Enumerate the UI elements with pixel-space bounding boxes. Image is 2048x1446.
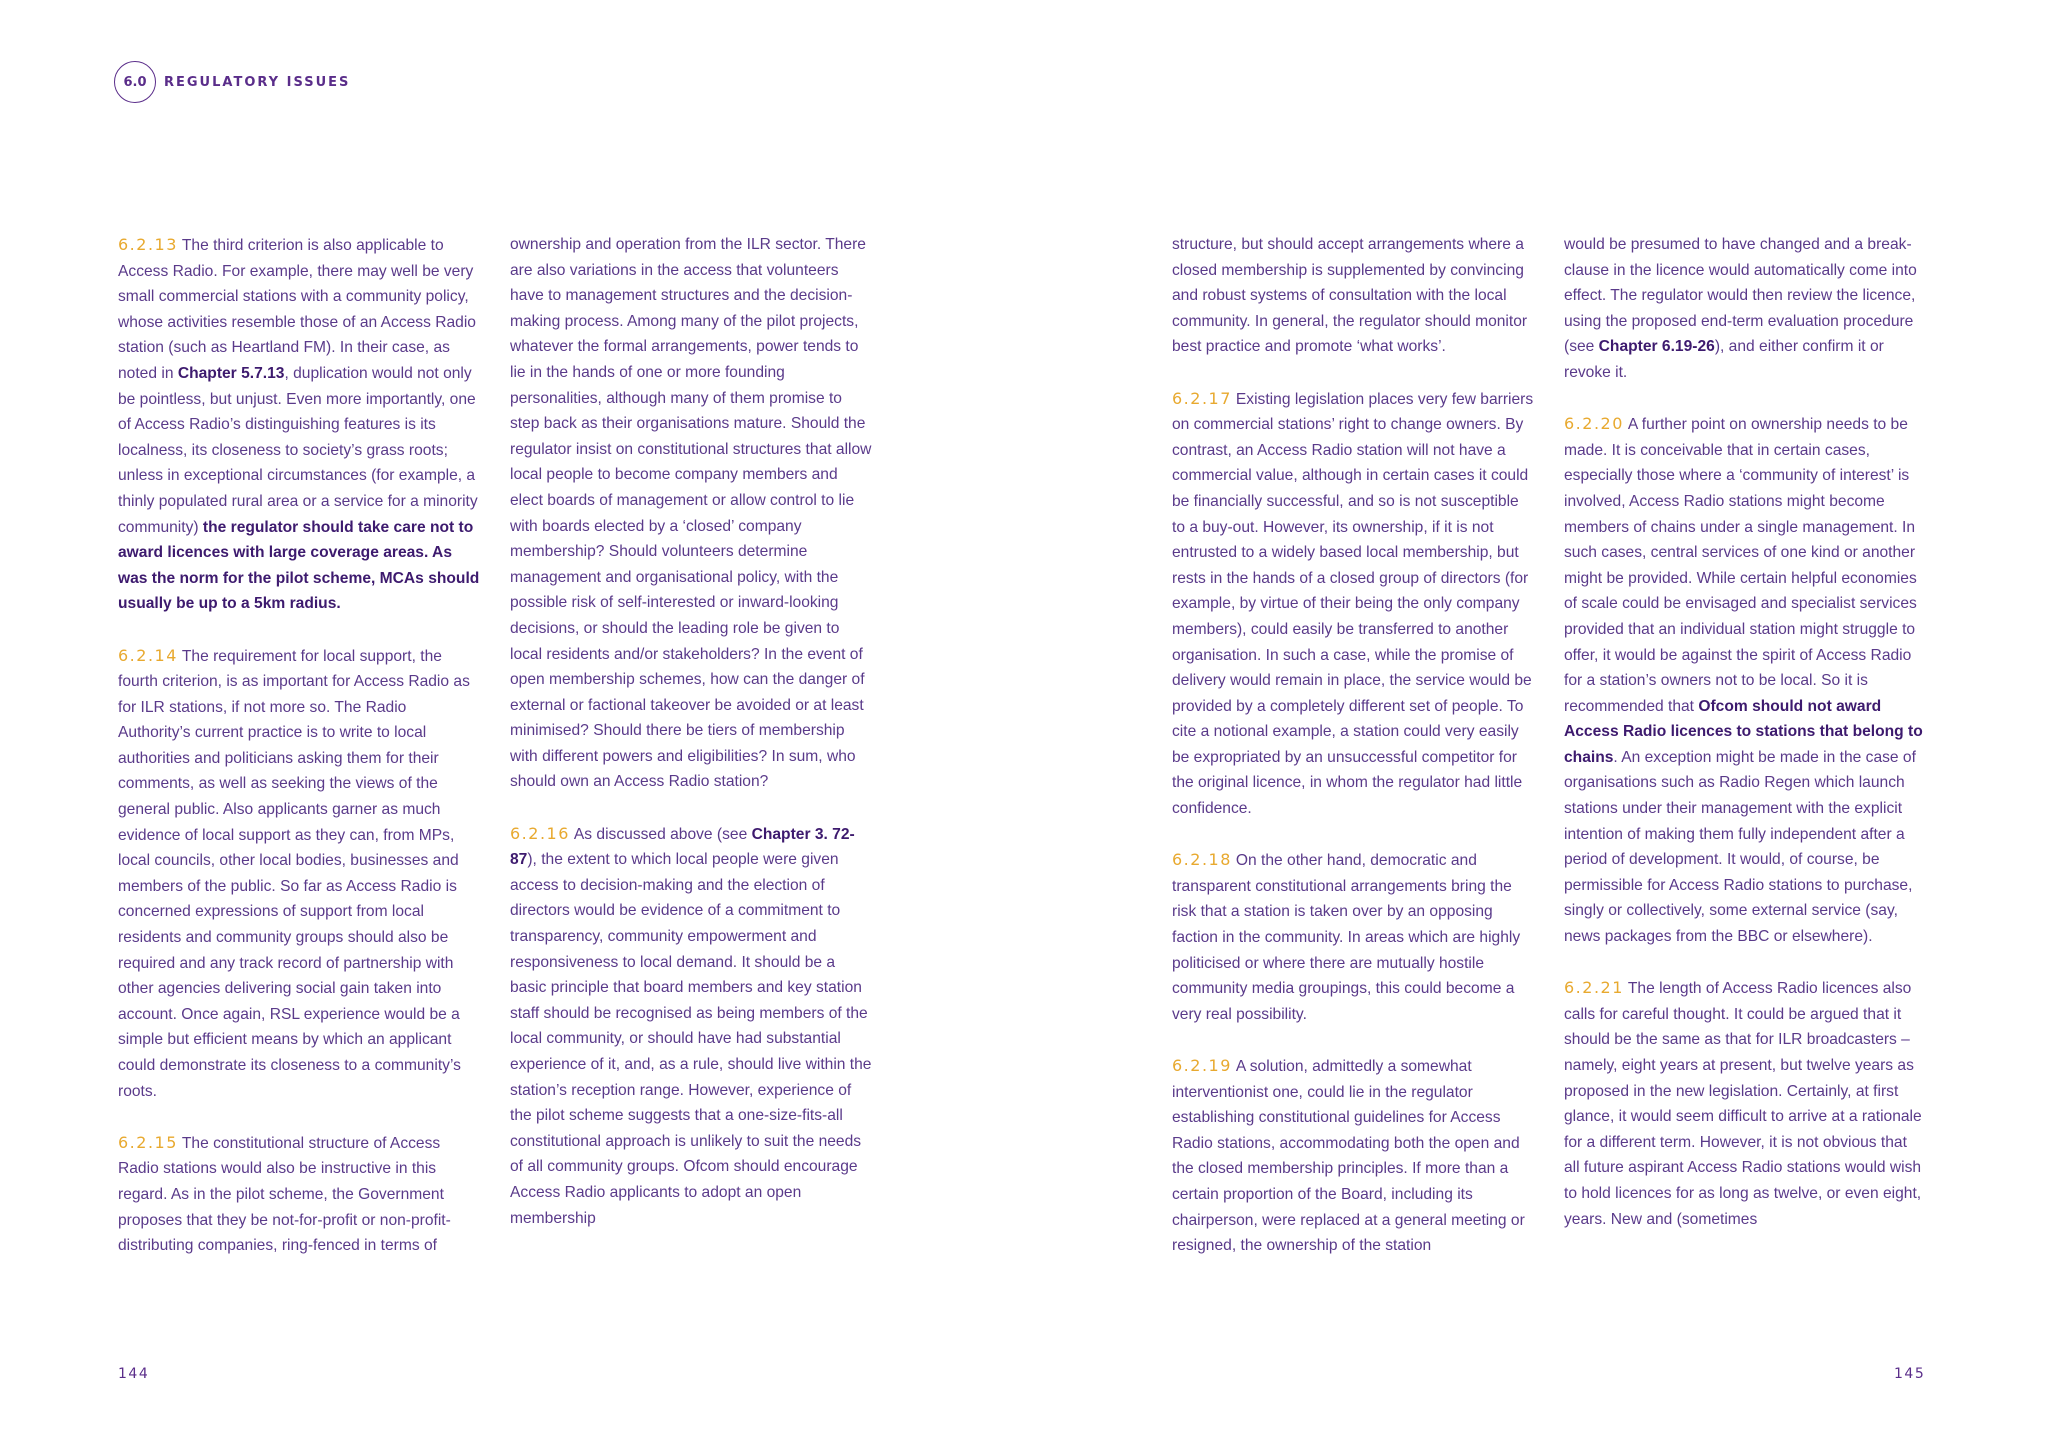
paragraph-text: structure, but should accept arrangements where a closed membership is supplemented by convincing and robust systems of consultation with the local community. In general, the regulator should monitor best practice and promote ‘what works’. [1172,236,1528,356]
paragraph-number: 6.2.20 [1564,414,1624,434]
section-number-badge: 6.0 [114,61,156,103]
paragraph-number: 6.2.18 [1172,850,1232,870]
paragraph-6-2-18 [1172,847,1534,1027]
paragraph-text: ), and either confirm it or revoke it. [1564,338,1884,381]
paragraph-number: 6.2.15 [118,1132,178,1152]
paragraph-text: The length of Access Radio licences also calls for careful thought. It could be argued that it should be the same as that for ILR broadcasters – namely, eight years at present, but twelve years as proposed in the new legislation. Certainly, at first glance, it would seem difficult to arrive at a rationale for a different term. However, it is not obvious that all future aspirant Access Radio stations would wish to hold licences for as long as twelve, or even eight, years. New and (sometimes [1564,980,1922,1228]
paragraph-text: A solution, admittedly a somewhat interventionist one, could lie in the regulator establishing constitutional guidelines for Access Radio stations, accommodating both the open and the closed membership principles. If more than a certain proportion of the Board, including its chairperson, were replaced at a general meeting or resigned, the ownership of the station [1172,1058,1525,1255]
paragraph-6-2-14 [118,643,480,1105]
paragraph-text: , duplication would not only be pointless, but unjust. Even more importantly, one of Access Radio’s distinguishing features is its localness, its closeness to society’s grass roots; unless in exceptional circumstances (for example, a thinly populated rural area or a service for a minority community) [118,364,478,536]
paragraph-text: ), the extent to which local people were given access to decision-making and the election of directors would be evidence of a commitment to transparency, community empowerment and responsiveness to local demand. It should be a basic principle that board members and key station staff should be recognised as being members of the local community, or should have had substantial experience of it, and, as a rule, should live within the station’s reception range. However, experience of the pilot scheme suggests that a one-size-fits-all constitutional approach is unlikely to suit the needs of all community groups. Ofcom should encourage Access Radio applicants to adopt an open membership [510,851,872,1227]
paragraph-6-2-20 [1564,411,1926,949]
page-number-left: 144 [118,1366,150,1382]
right-page [1024,0,2048,1446]
paragraph-text: Existing legislation places very few barriers on commercial stations’ right to change owners. By contrast, an Access Radio station will not have a commercial value, although in certain cases it could be financially successful, and so is not susceptible to a buy-out. However, its ownership, if it is not entrusted to a widely based local membership, but rests in the hands of a closed group of directors (for example, by virtue of their being the only company members), could easily be transferred to another organisation. In such a case, while the promise of delivery would remain in place, the service would be provided by a completely different set of people. To cite a notional example, a station could very easily be expropriated by an unsuccessful competitor for the original licence, in whom the regulator had little confidence. [1172,390,1534,818]
paragraph-text: The requirement for local support, the fourth criterion, is as important for Access Radio as for ILR stations, if not more so. The Radio Authority’s current practice is to write to local authorities and politicians asking them for their comments, as well as seeking the views of the general public. Also applicants garner as much evidence of local support as they can, from MPs, local councils, other local bodies, businesses and members of the public. So far as Access Radio is concerned expressions of support from local residents and community groups should also be required and any track record of partnership with other agencies delivering social gain taken into account. Once again, RSL experience would be a simple but efficient means by which an applicant could demonstrate its closeness to a community’s roots. [118,647,470,1100]
chapter-reference: Chapter 3. 72-87 [510,825,855,869]
paragraph-number: 6.2.14 [118,645,178,665]
paragraph-text: The constitutional structure of Access Radio stations would also be instructive in this regard. As in the pilot scheme, the Government proposes that they be not-for-profit or non-profit-distributing companies, ring-fenced in terms of [118,1134,451,1255]
recommendation-text: the regulator should take care not to award licences with large coverage areas. As was the norm for the pilot scheme, MCAs should usually be up to a 5km radius. [118,518,480,613]
paragraph-6-2-15 [118,1130,480,1259]
paragraph-6-2-21 [1564,975,1926,1232]
paragraph-6-2-16 [510,821,872,1232]
paragraph-text: ownership and operation from the ILR sector. There are also variations in the access that volunteers have to management structures and the decision-making process. Among many of the pilot projects, whatever the formal arrangements, power tends to lie in the hands of one or more founding personalities, although many of them promise to step back as their organisations mature. Should the regulator insist on constitutional structures that allow local people to become company members and elect boards of management or allow control to lie with boards elected by a ‘closed’ company membership? Should volunteers determine management and organisational policy, with the possible risk of self-interested or inward-looking decisions, or should the leading role be given to local residents and/or stakeholders? In the event of open membership schemes, how can the danger of external or factional takeover be avoided or at least minimised? Should there be tiers of membership with different powers and eligibilities? In sum, who should own an Access Radio station? [510,236,872,791]
paragraph-6-2-17 [1172,386,1534,822]
paragraph-6-2-13 [118,232,480,617]
paragraph-number: 6.2.16 [510,823,570,843]
page-number-right: 145 [1894,1366,1926,1382]
paragraph-text: A further point on ownership needs to be made. It is conceivable that in certain cases, especially those where a ‘community of interest’ is involved, Access Radio stations might become members of chains under a single management. In such cases, central services of one kind or another might be provided. While certain helpful economies of scale could be envisaged and specialist services provided that an individual station might struggle to offer, it would be against the spirit of Access Radio for a station’s owners not to be local. So it is recommended that [1564,416,1917,715]
paragraph-text: On the other hand, democratic and transparent constitutional arrangements bring the risk that a station is taken over by an opposing faction in the community. In areas which are highly politicised or where there are mutually hostile community media groupings, this could become a very real possibility. [1172,852,1521,1023]
paragraph-number: 6.2.19 [1172,1056,1232,1075]
paragraph-text: The third criterion is also applicable to Access Radio. For example, there may well be very small commercial stations with a community policy, whose activities resemble those of an Access Radio station (such as Heartland FM). In their case, as noted in [118,237,476,382]
paragraph-continued [510,232,872,795]
paragraph-text: As discussed above (see [573,825,752,843]
paragraph-number: 6.2.13 [118,235,178,254]
left-column-1 [118,232,480,1284]
chapter-reference: Chapter 6.19-26 [1598,338,1715,356]
recommendation-text: Ofcom should not award Access Radio licences to stations that belong to chains [1564,697,1923,766]
section-header [114,60,350,104]
paragraph-number: 6.2.21 [1564,978,1624,998]
right-column-1 [1172,232,1534,1284]
right-column-2 [1564,232,1926,1258]
paragraph-6-2-19 [1172,1053,1534,1259]
left-column-2 [510,232,872,1257]
section-title: REGULATORY ISSUES [164,74,351,90]
paragraph-continued [1564,232,1926,386]
chapter-reference: Chapter 5.7.13 [177,364,285,382]
paragraph-text: . An exception might be made in the case of organisations such as Radio Regen which launch stations under their management with the explicit intention of making them fully independent after a period of development. It would, of course, be permissible for Access Radio stations to purchase, singly or collectively, some external service (say, news packages from the BBC or elsewhere). [1564,748,1916,946]
paragraph-continued [1172,232,1534,360]
paragraph-number: 6.2.17 [1172,388,1232,408]
paragraph-text: would be presumed to have changed and a break-clause in the licence would automatically come into effect. The regulator would then review the licence, using the proposed end-term evaluation procedure (see [1564,236,1917,356]
